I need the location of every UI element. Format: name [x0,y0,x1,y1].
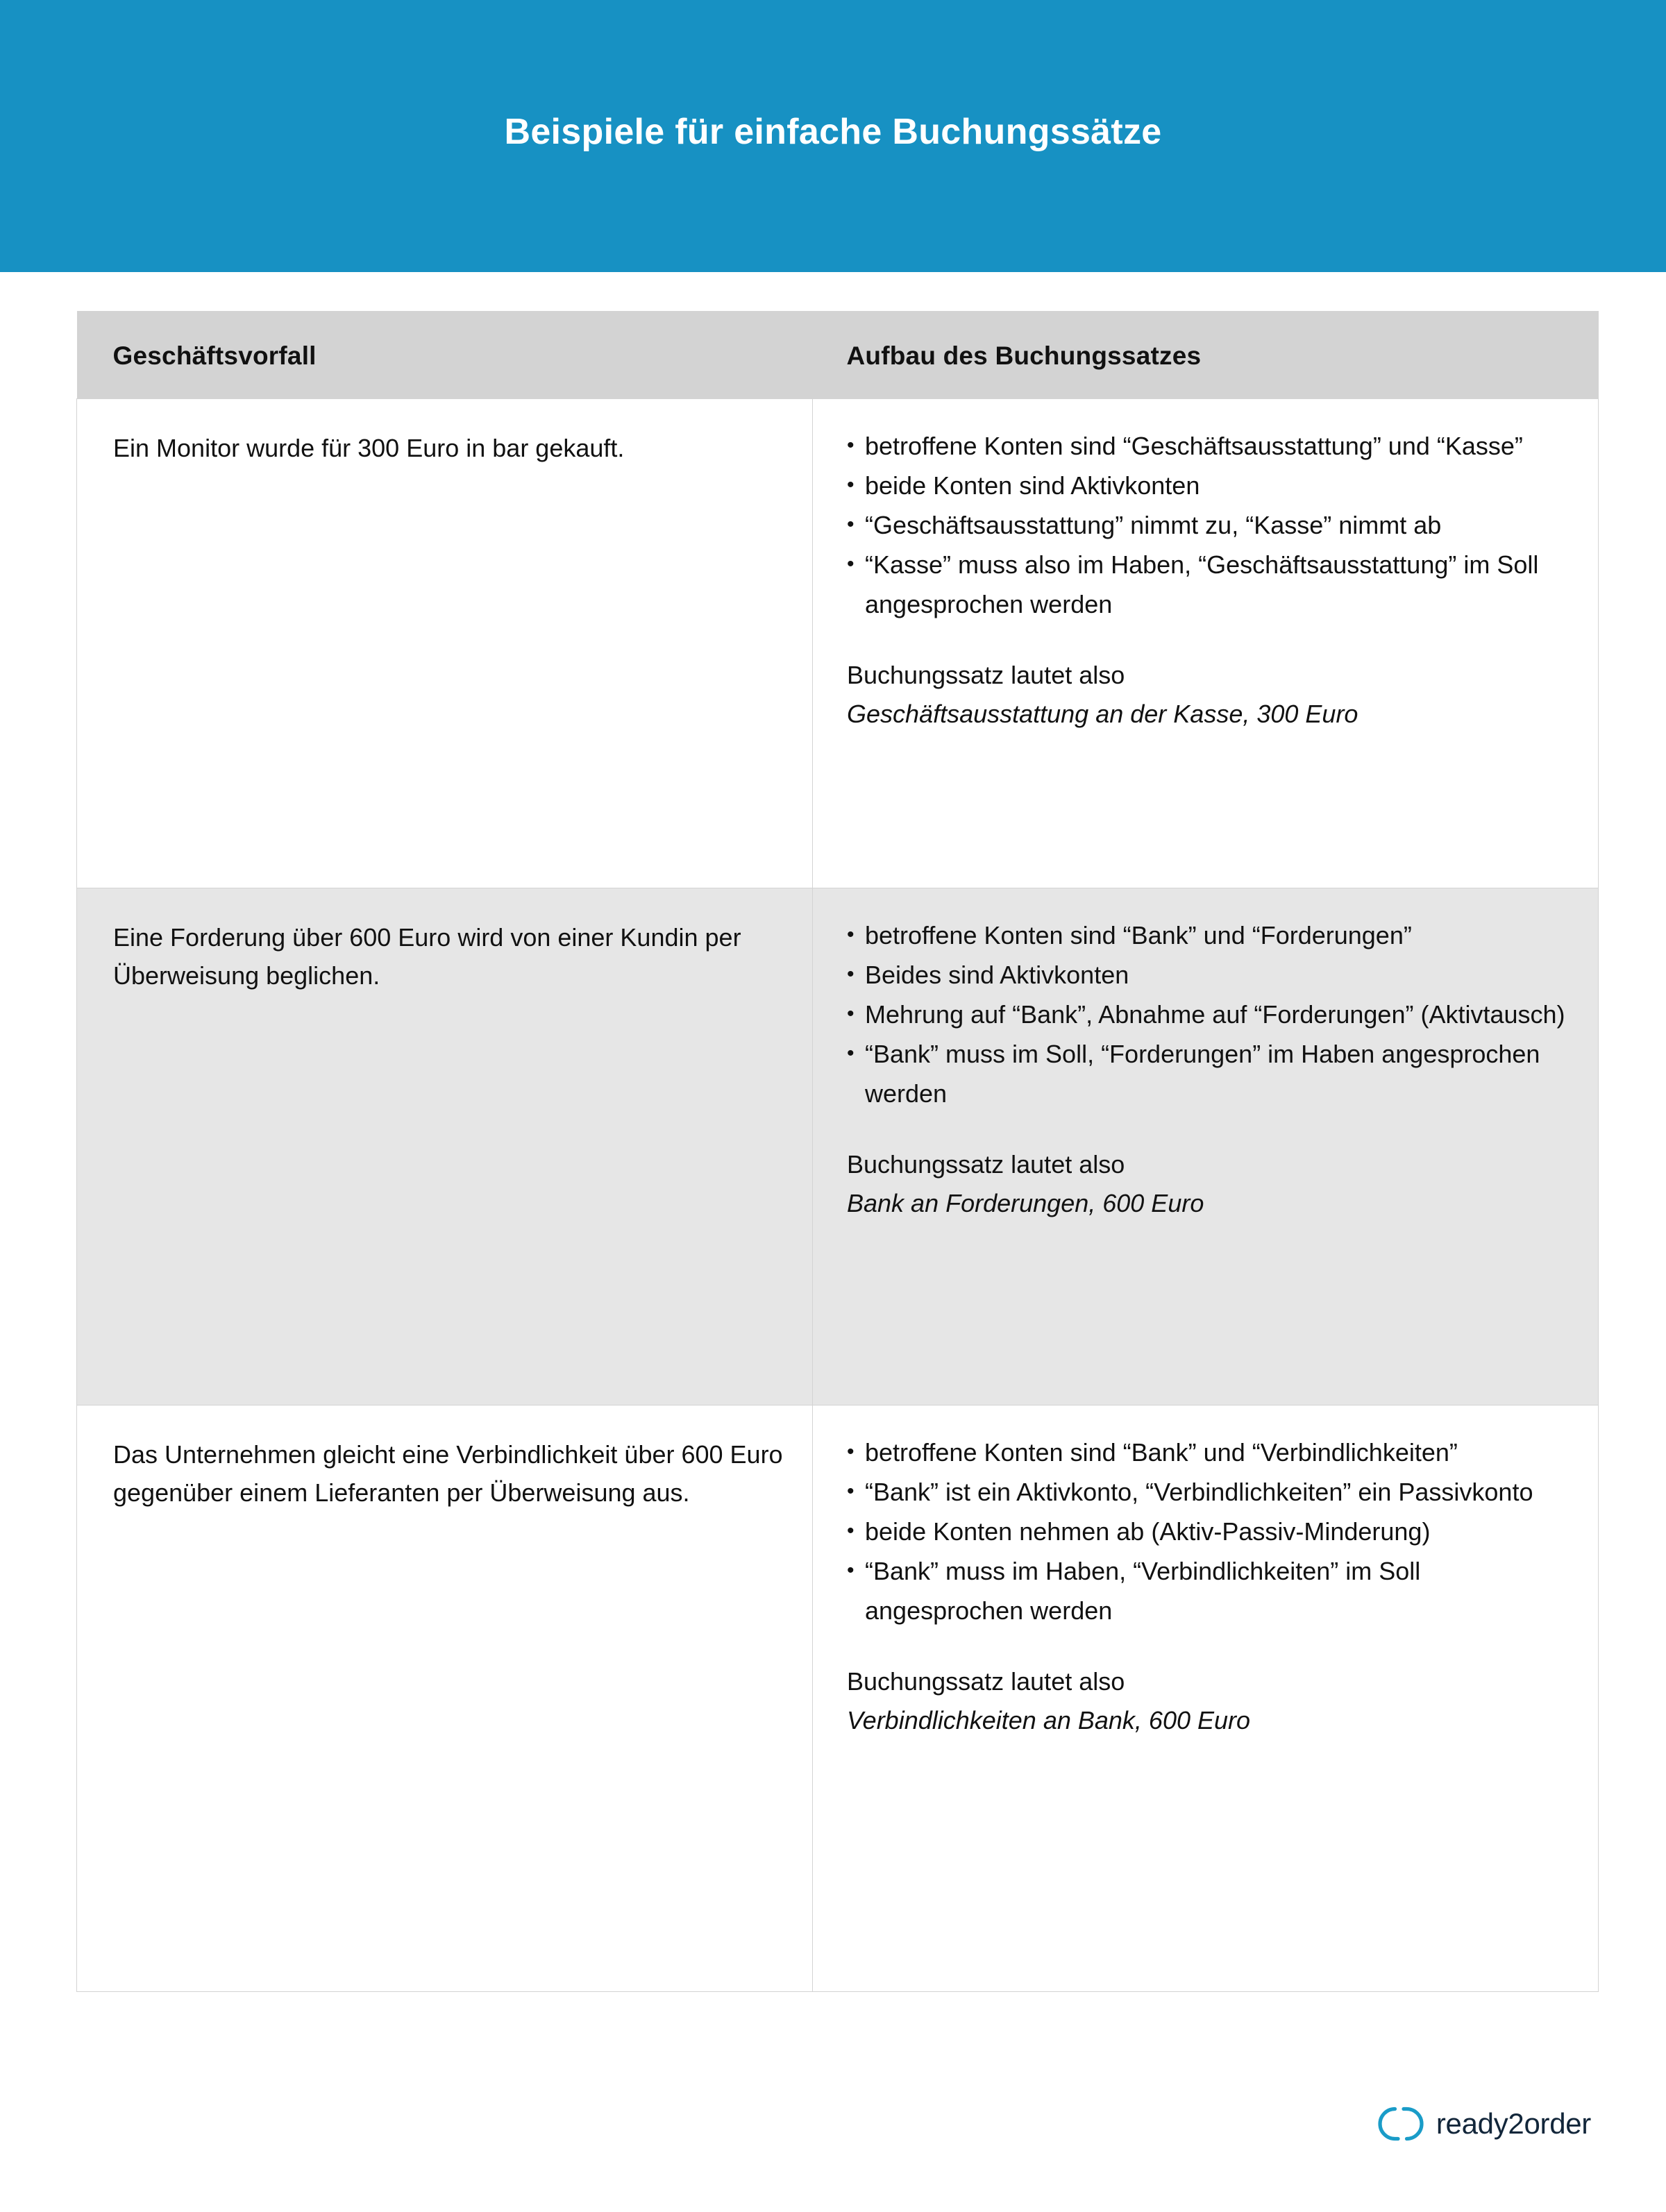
bullet-list [847,1433,1576,1630]
table-row [77,1405,1599,1992]
conclusion-block [847,656,1576,734]
brand-wordmark: ready2order [1436,2107,1591,2140]
case-text: Eine Forderung über 600 Euro wird von einer Kundin per Überweisung beglichen. [113,923,741,990]
conclusion-entry: Geschäftsausstattung an der Kasse, 300 Euro [847,699,1358,728]
interlocking-rings-icon [1378,2106,1424,2142]
table-row [77,888,1599,1405]
bullet-list [847,427,1576,624]
case-text: Das Unternehmen gleicht eine Verbindlichkeit über 600 Euro gegenüber einem Lieferanten per Überweisung aus. [113,1440,783,1507]
booking-examples-table [76,311,1599,1992]
table-row [77,399,1599,888]
page-title: Beispiele für einfache Buchungssätze [504,111,1162,152]
list-item: • “Bank” muss im Haben, “Verbindlichkeiten” im Soll angesprochen werden [847,1552,1576,1630]
cell-geschaeftsvorfall [77,399,813,888]
build-content [813,888,1598,1405]
list-item: • “Bank” ist ein Aktivkonto, “Verbindlichkeiten” ein Passivkonto [847,1473,1576,1512]
column-header-label: Aufbau des Buchungssatzes [846,341,1202,370]
table-header [77,311,1599,399]
conclusion-block [847,1662,1576,1740]
footer-brand [1378,2106,1591,2142]
bullet-list [847,916,1576,1113]
list-item: • “Kasse” muss also im Haben, “Geschäftsausstattung” im Soll angesprochen werden [847,546,1576,623]
build-content [813,1405,1598,1991]
build-content [813,399,1598,888]
conclusion-entry: Verbindlichkeiten an Bank, 600 Euro [847,1705,1251,1734]
list-item: • Mehrung auf “Bank”, Abnahme auf “Forderungen” (Aktivtausch) [847,995,1576,1034]
case-text: Ein Monitor wurde für 300 Euro in bar gekauft. [113,434,625,462]
column-header-label: Geschäftsvorfall [112,341,317,370]
cell-aufbau [813,1405,1599,1992]
list-item: • betroffene Konten sind “Geschäftsausstattung” und “Kasse” [847,427,1576,466]
list-item: • “Bank” muss im Soll, “Forderungen” im Haben angesprochen werden [847,1035,1576,1113]
conclusion-intro: Buchungssatz lautet also [847,1149,1125,1179]
conclusion-intro: Buchungssatz lautet also [847,660,1125,689]
list-item: • beide Konten sind Aktivkonten [847,466,1576,505]
header-banner [0,0,1666,272]
list-item: • betroffene Konten sind “Bank” und “Forderungen” [847,916,1576,955]
table-header-row [77,311,1599,399]
cell-aufbau [813,888,1599,1405]
table-body [77,399,1599,1992]
column-header-aufbau [813,311,1599,399]
conclusion-block [847,1145,1576,1223]
list-item: • beide Konten nehmen ab (Aktiv-Passiv-Minderung) [847,1512,1576,1551]
conclusion-entry: Bank an Forderungen, 600 Euro [847,1188,1204,1217]
cell-geschaeftsvorfall [77,888,813,1405]
cell-geschaeftsvorfall [77,1405,813,1992]
list-item: • Beides sind Aktivkonten [847,956,1576,995]
conclusion-intro: Buchungssatz lautet also [847,1666,1125,1696]
list-item: • “Geschäftsausstattung” nimmt zu, “Kasse” nimmt ab [847,506,1576,545]
list-item: • betroffene Konten sind “Bank” und “Verbindlichkeiten” [847,1433,1576,1472]
cell-aufbau [813,399,1599,888]
column-header-geschaeftsvorfall [77,311,813,399]
